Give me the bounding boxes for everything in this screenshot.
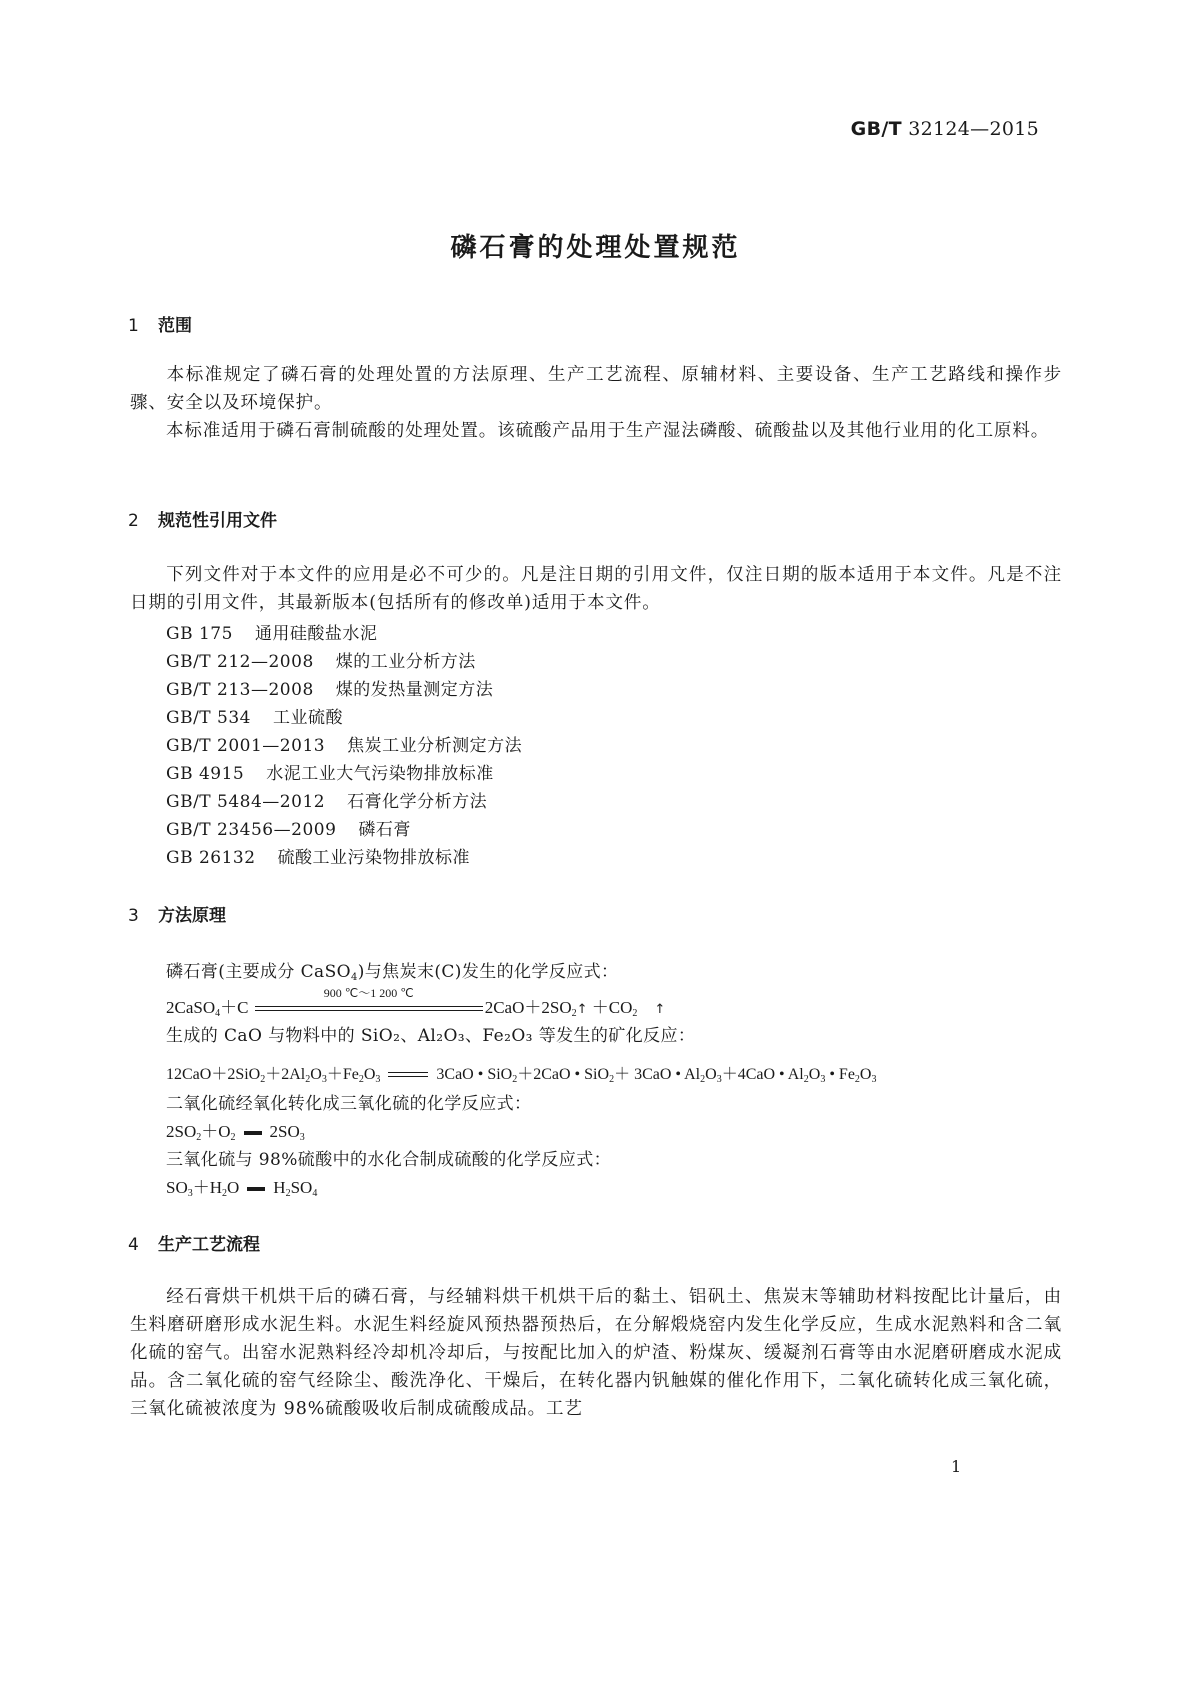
section-1-heading xyxy=(128,311,192,336)
reference-item: GB 26132 硫酸工业污染物排放标准 xyxy=(166,848,471,868)
reference-item: GB 4915 水泥工业大气污染物排放标准 xyxy=(166,764,494,784)
reference-item: GB/T 5484—2012 石膏化学分析方法 xyxy=(166,792,488,812)
section-2-heading xyxy=(128,506,277,531)
section-number: 4 xyxy=(128,1235,139,1255)
reaction-condition-arrow: 900 ℃～1 200 ℃ xyxy=(253,1000,485,1018)
equation-mineralization: $12CaO+2SiO_2+2Al_2O_3+Fe_2O_3$ 3CaO • SiO$_2$＋2CaO • SiO$_2$＋ 3CaO • $Al_2O_3+4CaO$ • $Al_2O_3$ • $Fe_2O_3$ xyxy=(166,1066,877,1085)
section-number: 1 xyxy=(128,316,139,336)
document-title: 磷石膏的处理处置规范 xyxy=(450,233,741,263)
section-title: 规范性引用文件 xyxy=(158,511,277,531)
reference-item: GB/T 23456—2009 磷石膏 xyxy=(166,820,411,840)
section-title: 方法原理 xyxy=(158,906,226,926)
section-1-paragraph-1: 本标准规定了磷石膏的处理处置的方法原理、生产工艺流程、原辅材料、主要设备、生产工艺路线和操作步骤、安全以及环境保护。 xyxy=(130,365,1062,413)
section-1-paragraph-2: 本标准适用于磷石膏制硫酸的处理处置。该硫酸产品用于生产湿法磷酸、硫酸盐以及其他行业用的化工原料。 xyxy=(166,421,1050,441)
equation-absorption: $SO_3+H_2O$ $H_2SO_4$ xyxy=(166,1178,318,1199)
standard-number: 32124—2015 xyxy=(908,118,1039,140)
principle-text-2: 生成的 CaO 与物料中的 SiO₂、Al₂O₃、Fe₂O₃ 等发生的矿化反应： xyxy=(166,1026,696,1046)
section-number: 3 xyxy=(128,906,139,926)
section-number: 2 xyxy=(128,511,139,531)
page-number: 1 xyxy=(951,1457,962,1476)
reference-item: GB/T 2001—2013 焦炭工业分析测定方法 xyxy=(166,736,523,756)
section-4-paragraph-1: 经石膏烘干机烘干后的磷石膏，与经辅料烘干机烘干后的黏土、铝矾土、焦炭末等辅助材料按配比计量后，由生料磨研磨形成水泥生料。水泥生料经旋风预热器预热后，在分解煅烧窑内发生化学反应，生成水泥熟料和含二氧化硫的窑气。出窑水泥熟料经冷却机冷却后，与按配比加入的炉渣、粉煤灰、缓凝剂石膏等由水泥磨研磨成水泥成品。含二氧化硫的窑气经除尘、酸洗净化、干燥后，在转化器内钒触媒的催化作用下，二氧化硫转化成三氧化硫，三氧化硫被浓度为 98%硫酸吸收后制成硫酸成品。工艺 xyxy=(130,1287,1062,1419)
principle-text-3: 二氧化硫经氧化转化成三氧化硫的化学反应式： xyxy=(166,1094,532,1114)
principle-text-4: 三氧化硫与 98%硫酸中的水化合制成硫酸的化学反应式： xyxy=(166,1150,611,1170)
standard-prefix: GB/T xyxy=(850,118,902,140)
reference-item: GB 175 通用硅酸盐水泥 xyxy=(166,624,378,644)
principle-text-1: 磷石膏(主要成分 CaSO$_4$)与焦炭末(C)发生的化学反应式： xyxy=(166,962,619,983)
equation-oxidation: $2SO_2+O_2$ $2SO_3$ xyxy=(166,1122,305,1143)
reference-item: GB/T 534 工业硫酸 xyxy=(166,708,343,728)
section-2-intro: 下列文件对于本文件的应用是必不可少的。凡是注日期的引用文件，仅注日期的版本适用于本文件。凡是不注日期的引用文件，其最新版本(包括所有的修改单)适用于本文件。 xyxy=(130,565,1062,613)
reference-item: GB/T 212—2008 煤的工业分析方法 xyxy=(166,652,476,672)
section-title: 生产工艺流程 xyxy=(158,1235,260,1255)
standard-code xyxy=(851,118,1039,140)
section-title: 范围 xyxy=(158,316,192,336)
reference-item: GB/T 213—2008 煤的发热量测定方法 xyxy=(166,680,494,700)
section-3-heading xyxy=(128,901,226,926)
section-4-heading xyxy=(128,1230,260,1255)
equation-decomposition: 2CaSO$_4$＋C 900 ℃～1 200 ℃ $2CaO+2SO_2↑ +CO_2$ ↑ xyxy=(166,986,666,1019)
